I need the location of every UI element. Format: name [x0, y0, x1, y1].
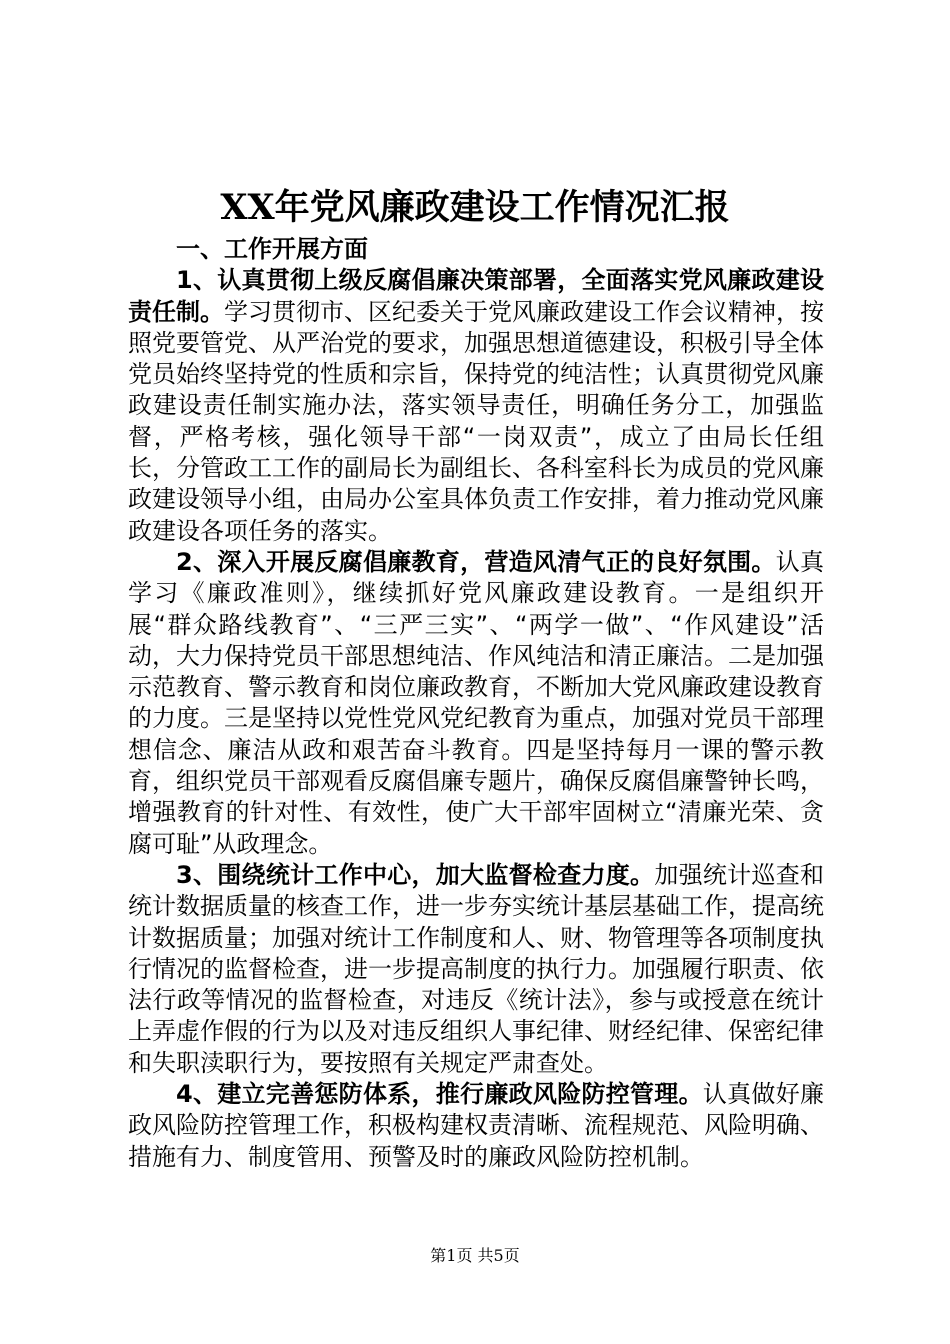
paragraph-4-text: 认真做好廉政风险防控管理工作，积极构建权责清晰、流程规范、风险明确、措施有力、制度管用、预警及时的廉政风险防控机制。 — [128, 1080, 824, 1171]
paragraph-1-text: 学习贯彻市、区纪委关于党风廉政建设工作会议精神，按照党要管党、从严治党的要求，加强思想道德建设，积极引导全体党员始终坚持党的性质和宗旨，保持党的纯洁性；认真贯彻党风廉政建设责任制实施办法，落实领导责任，明确任务分工，加强监督，严格考核，强化领导干部“一岗双责”，成立了由局长任组长，分管政工工作的副局长为副组长、各科室科长为成员的党风廉政建设领导小组，由局办公室具体负责工作安排，着力推动党风廉政建设各项任务的落实。 — [128, 297, 824, 545]
paragraph-3-text: 加强统计巡查和统计数据质量的核查工作，进一步夯实统计基层基础工作，提高统计数据质量；加强对统计工作制度和人、财、物管理等各项制度执行情况的监督检查，进一步提高制度的执行力。加强履行职责、依法行政等情况的监督检查，对违反《统计法》，参与或授意在统计上弄虚作假的行为以及对违反组织人事纪律、财经纪律、保密纪律和失职渎职行为，要按照有关规定严肃查处。 — [128, 860, 824, 1077]
document-body — [128, 234, 824, 1173]
paragraph-2 — [128, 547, 824, 860]
paragraph-4-lead: 4、建立完善惩防体系，推行廉政风险防控管理。 — [176, 1080, 703, 1109]
paragraph-3 — [128, 860, 824, 1079]
paragraph-2-lead: 2、深入开展反腐倡廉教育，营造风清气正的良好氛围。 — [176, 547, 776, 576]
paragraph-1 — [128, 265, 824, 547]
page-title: XX年党风廉政建设工作情况汇报 — [220, 187, 730, 228]
paragraph-1-lead: 1、认真贯彻上级反腐倡廉决策部署，全面落实党风廉政建设责任制。 — [128, 266, 824, 326]
page-footer: 第1页 共5页 — [430, 1246, 520, 1265]
paragraph-4 — [128, 1079, 824, 1173]
paragraph-2-text: 认真学习《廉政准则》，继续抓好党风廉政建设教育。一是组织开展“群众路线教育”、“三严三实”、“两学一做”、“作风建设”活动，大力保持党员干部思想纯洁、作风纯洁和清正廉洁。二是加强示范教育、警示教育和岗位廉政教育，不断加大党风廉政建设教育的力度。三是坚持以党性党风党纪教育为重点，加强对党员干部理想信念、廉洁从政和艰苦奋斗教育。四是坚持每月一课的警示教育，组织党员干部观看反腐倡廉专题片，确保反腐倡廉警钟长鸣，增强教育的针对性、有效性，使广大干部牢固树立“清廉光荣、贪腐可耻”从政理念。 — [128, 547, 824, 858]
paragraph-3-lead: 3、围绕统计工作中心，加大监督检查力度。 — [176, 860, 655, 889]
section-heading: 一、工作开展方面 — [176, 235, 368, 263]
